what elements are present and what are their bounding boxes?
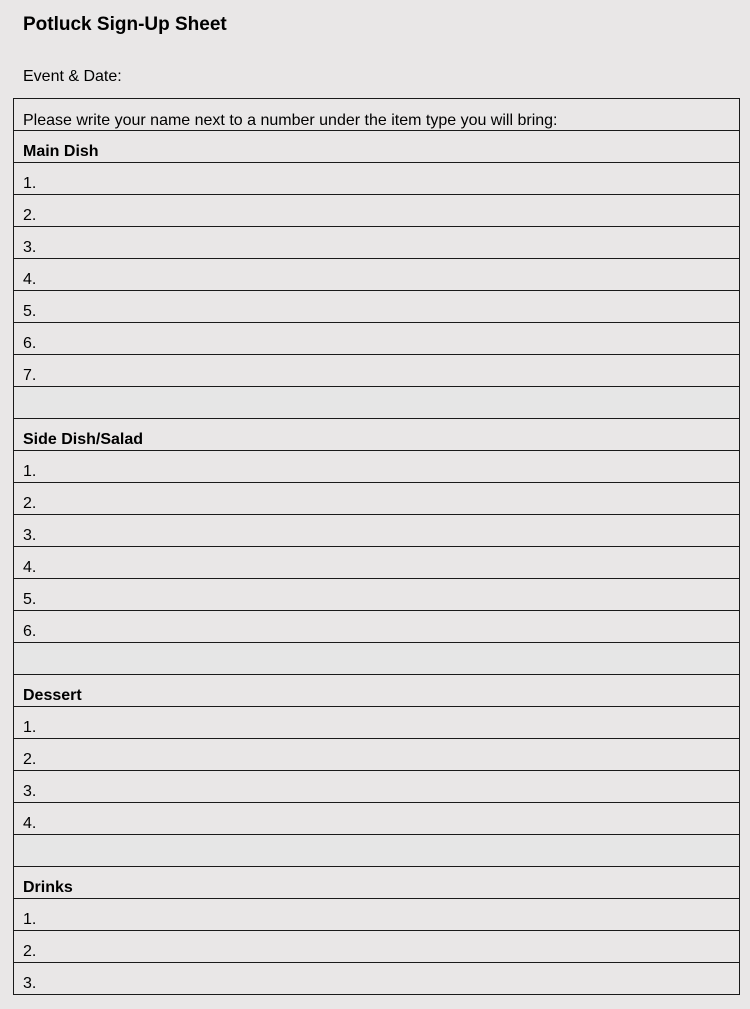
slot-number: 4. (23, 559, 37, 576)
signup-slot[interactable] (14, 579, 739, 611)
signup-slot[interactable] (14, 259, 739, 291)
event-date-label: Event & Date: (23, 68, 122, 85)
signup-slot[interactable] (14, 707, 739, 739)
signup-slot[interactable] (14, 771, 739, 803)
signup-table (13, 98, 740, 995)
section-spacer (14, 643, 739, 675)
slot-number: 2. (23, 495, 37, 512)
slot-number: 1. (23, 719, 37, 736)
section-spacer (14, 387, 739, 419)
signup-slot[interactable] (14, 515, 739, 547)
slot-number: 2. (23, 751, 37, 768)
slot-number: 6. (23, 623, 37, 640)
section-heading: Side Dish/Salad (23, 431, 144, 448)
instruction-text: Please write your name next to a number under the item type you will bring: (23, 112, 558, 129)
slot-number: 3. (23, 239, 37, 256)
section-heading: Drinks (23, 879, 73, 896)
signup-slot[interactable] (14, 899, 739, 931)
slot-number: 1. (23, 911, 37, 928)
slot-number: 4. (23, 271, 37, 288)
section-heading: Dessert (23, 687, 82, 704)
slot-number: 1. (23, 175, 37, 192)
signup-slot[interactable] (14, 451, 739, 483)
section-spacer (14, 835, 739, 867)
instruction-row (14, 99, 739, 131)
signup-slot[interactable] (14, 963, 739, 995)
signup-slot[interactable] (14, 227, 739, 259)
slot-number: 3. (23, 975, 37, 992)
signup-slot[interactable] (14, 803, 739, 835)
slot-number: 7. (23, 367, 37, 384)
slot-number: 4. (23, 815, 37, 832)
slot-number: 3. (23, 527, 37, 544)
slot-number: 2. (23, 207, 37, 224)
section-heading: Main Dish (23, 143, 99, 160)
signup-slot[interactable] (14, 163, 739, 195)
signup-slot[interactable] (14, 931, 739, 963)
slot-number: 6. (23, 335, 37, 352)
section-header-side-dish-salad (14, 419, 739, 451)
signup-slot[interactable] (14, 355, 739, 387)
signup-slot[interactable] (14, 195, 739, 227)
slot-number: 5. (23, 303, 37, 320)
section-header-drinks (14, 867, 739, 899)
slot-number: 1. (23, 463, 37, 480)
signup-slot[interactable] (14, 611, 739, 643)
signup-slot[interactable] (14, 483, 739, 515)
signup-slot[interactable] (14, 547, 739, 579)
section-header-main-dish (14, 131, 739, 163)
section-header-dessert (14, 675, 739, 707)
slot-number: 3. (23, 783, 37, 800)
slot-number: 5. (23, 591, 37, 608)
signup-slot[interactable] (14, 323, 739, 355)
signup-slot[interactable] (14, 739, 739, 771)
slot-number: 2. (23, 943, 37, 960)
page-title: Potluck Sign-Up Sheet (23, 14, 227, 35)
signup-slot[interactable] (14, 291, 739, 323)
